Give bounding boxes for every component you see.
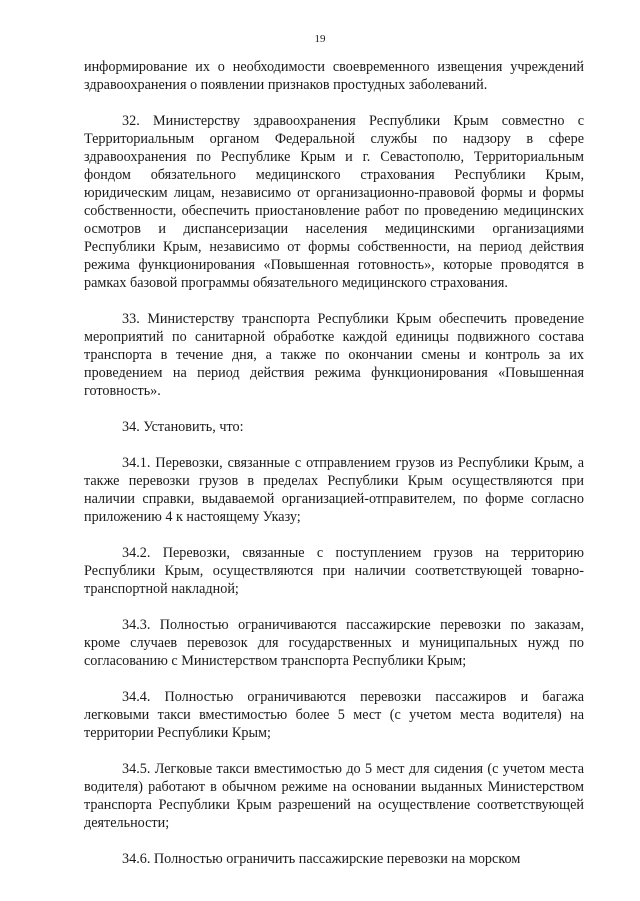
paragraph-34-1: 34.1. Перевозки, связанные с отправлением грузов из Республики Крым, а также перевозки грузов в пределах Республики Крым осуществляются при наличии справки, выдаваемой организацией-отправителем, по форме согласно приложению 4 к настоящему Указу;	[84, 455, 584, 525]
paragraph-34-6: 34.6. Полностью ограничить пассажирские перевозки на морском	[122, 851, 521, 867]
paragraph-34-4: 34.4. Полностью ограничиваются перевозки пассажиров и багажа легковыми такси вместимостью более 5 мест (с учетом места водителя) на территории Республики Крым;	[84, 689, 584, 741]
paragraph-34-3: 34.3. Полностью ограничиваются пассажирские перевозки по заказам, кроме случаев перевозок для государственных и муниципальных нужд по согласованию с Министерством транспорта Республики Крым;	[84, 617, 584, 669]
paragraph-34-5: 34.5. Легковые такси вместимостью до 5 мест для сидения (с учетом места водителя) работают в обычном режиме на основании выданных Министерством транспорта Республики Крым разрешений на осуществление соответствующей деятельности;	[84, 761, 584, 831]
document-body	[84, 58, 584, 868]
paragraph-33: 33. Министерству транспорта Республики Крым обеспечить проведение мероприятий по санитарной обработке каждой единицы подвижного состава транспорта в течение дня, а также по окончании смены и контроль за их проведением на период действия режима функционирования «Повышенная готовность».	[84, 311, 584, 399]
page-number: 19	[314, 33, 326, 45]
paragraph-continuation: информирование их о необходимости своевременного извещения учреждений здравоохранения о появлении признаков простудных заболеваний.	[84, 59, 584, 93]
paragraph-34: 34. Установить, что:	[122, 419, 244, 435]
paragraph-32: 32. Министерству здравоохранения Республики Крым совместно с Территориальным органом Федеральной службы по надзору в сфере здравоохранения по Республике Крым и г. Севастополю, Территориальным фондом обязательного медицинского страхования Республики Крым, юридическим лицам, независимо от организационно-правовой формы и формы собственности, обеспечить приостановление работ по проведению медицинских осмотров и диспансеризации населения медицинскими организациями Республики Крым, независимо от формы собственности, на период действия режима функционирования «Повышенная готовность», которые проводятся в рамках базовой программы обязательного медицинского страхования.	[84, 113, 584, 291]
paragraph-34-2: 34.2. Перевозки, связанные с поступлением грузов на территорию Республики Крым, осуществляются при наличии соответствующей товарно-транспортной накладной;	[84, 545, 584, 597]
